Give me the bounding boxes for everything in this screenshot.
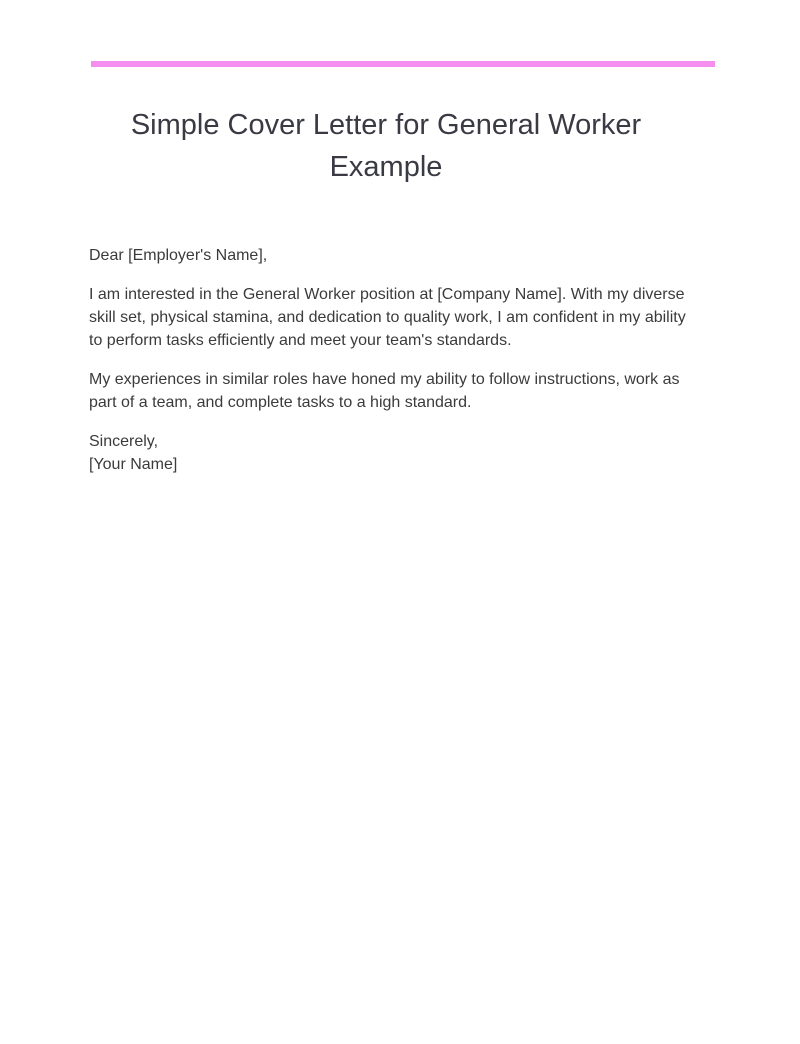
page-title: Simple Cover Letter for General Worker Example — [130, 109, 642, 183]
closing: Sincerely, — [89, 433, 159, 450]
salutation: Dear [Employer's Name], — [89, 247, 268, 264]
paragraph-experience: My experiences in similar roles have honed my ability to follow instructions, work as part of a team, and complete tasks to a high standard. — [89, 371, 680, 411]
accent-bar — [91, 61, 715, 67]
signature: [Your Name] — [89, 456, 178, 473]
paragraph-intro: I am interested in the General Worker position at [Company Name]. With my diverse skill set, physical stamina, and dedication to quality work, I am confident in my ability to perform tasks efficiently and meet your team's standards. — [89, 286, 686, 349]
letter-body — [89, 244, 689, 476]
signoff — [89, 430, 689, 476]
